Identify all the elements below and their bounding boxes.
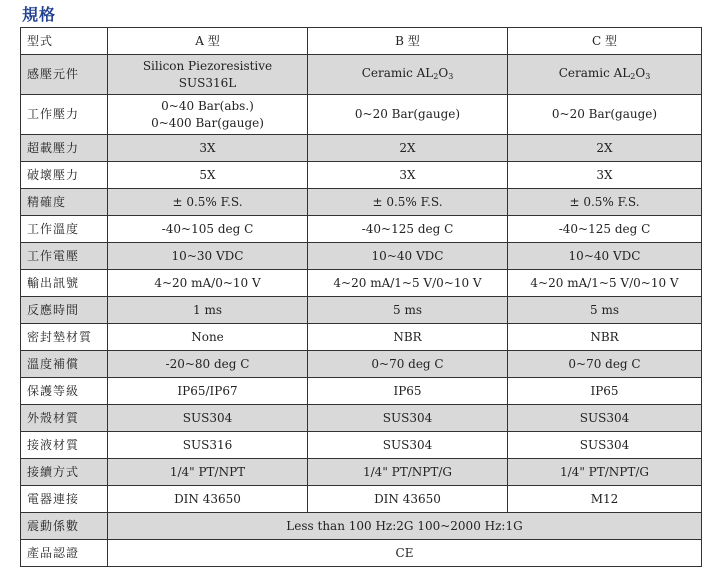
table-row — [21, 378, 702, 405]
cell-b: 3X — [308, 162, 508, 189]
table-row — [21, 486, 702, 513]
cell-c-sub1: 2 — [630, 71, 636, 81]
cell-a-line2: 0~400 Bar(gauge) — [151, 115, 264, 130]
cell-b: -40~125 deg C — [308, 216, 508, 243]
cell-c: 10~40 VDC — [508, 243, 702, 270]
cell-b-part1: Ceramic AL — [361, 65, 434, 80]
cell-c: 0~20 Bar(gauge) — [508, 95, 702, 135]
cell-b: IP65 — [308, 378, 508, 405]
cell-a-line1: Silicon Piezoresistive — [142, 58, 273, 73]
cell-c — [508, 55, 702, 95]
cell-c: SUS304 — [508, 405, 702, 432]
cell-a: 1 ms — [108, 297, 308, 324]
cell-a: IP65/IP67 — [108, 378, 308, 405]
table-row — [21, 540, 702, 567]
header-label: 型式 — [21, 28, 108, 55]
table-row — [21, 135, 702, 162]
table-row — [21, 216, 702, 243]
table-row — [21, 270, 702, 297]
cell-a-line2: SUS316L — [178, 75, 237, 90]
cell-c: 3X — [508, 162, 702, 189]
table-row — [21, 324, 702, 351]
cell-a: None — [108, 324, 308, 351]
table-header-row — [21, 28, 702, 55]
cell-b: 4~20 mA/1~5 V/0~10 V — [308, 270, 508, 297]
spec-table — [20, 27, 702, 567]
row-label: 工作溫度 — [21, 216, 108, 243]
cell-c-part2: O — [635, 65, 646, 80]
cell-b: 2X — [308, 135, 508, 162]
table-row — [21, 189, 702, 216]
cell-c: ± 0.5% F.S. — [508, 189, 702, 216]
cell-b: ± 0.5% F.S. — [308, 189, 508, 216]
row-label: 產品認證 — [21, 540, 108, 567]
cell-b: 5 ms — [308, 297, 508, 324]
row-label: 工作電壓 — [21, 243, 108, 270]
table-row — [21, 243, 702, 270]
table-row — [21, 95, 702, 135]
cell-c: NBR — [508, 324, 702, 351]
cell-b: 0~20 Bar(gauge) — [308, 95, 508, 135]
table-row — [21, 432, 702, 459]
cell-a: DIN 43650 — [108, 486, 308, 513]
table-row — [21, 405, 702, 432]
row-label: 破壞壓力 — [21, 162, 108, 189]
cell-c: IP65 — [508, 378, 702, 405]
row-label: 外殼材質 — [21, 405, 108, 432]
header-col-c: C 型 — [508, 28, 702, 55]
header-col-a: A 型 — [108, 28, 308, 55]
cell-b-part2: O — [438, 65, 449, 80]
cell-b — [308, 55, 508, 95]
row-label: 精確度 — [21, 189, 108, 216]
cell-a: SUS304 — [108, 405, 308, 432]
row-label: 感壓元件 — [21, 55, 108, 95]
table-row — [21, 513, 702, 540]
cell-c: M12 — [508, 486, 702, 513]
row-label: 反應時間 — [21, 297, 108, 324]
cell-b: 1/4" PT/NPT/G — [308, 459, 508, 486]
cell-c: 5 ms — [508, 297, 702, 324]
row-label: 輸出訊號 — [21, 270, 108, 297]
cell-b: DIN 43650 — [308, 486, 508, 513]
row-label: 溫度補償 — [21, 351, 108, 378]
cell-b: 0~70 deg C — [308, 351, 508, 378]
cell-a: 5X — [108, 162, 308, 189]
table-row — [21, 162, 702, 189]
cell-a: 4~20 mA/0~10 V — [108, 270, 308, 297]
cell-a: -40~105 deg C — [108, 216, 308, 243]
header-col-b: B 型 — [308, 28, 508, 55]
table-row — [21, 459, 702, 486]
cell-c: 2X — [508, 135, 702, 162]
row-label: 接續方式 — [21, 459, 108, 486]
cell-a: 10~30 VDC — [108, 243, 308, 270]
cell-c-part1: Ceramic AL — [558, 65, 631, 80]
cell-a: 3X — [108, 135, 308, 162]
cell-a — [108, 95, 308, 135]
cell-a: ± 0.5% F.S. — [108, 189, 308, 216]
row-label: 震動係數 — [21, 513, 108, 540]
cell-b: NBR — [308, 324, 508, 351]
row-label: 接液材質 — [21, 432, 108, 459]
cell-c: -40~125 deg C — [508, 216, 702, 243]
cell-c: SUS304 — [508, 432, 702, 459]
table-row — [21, 297, 702, 324]
cell-b-sub2: 3 — [448, 71, 454, 81]
cell-a: SUS316 — [108, 432, 308, 459]
row-label: 超載壓力 — [21, 135, 108, 162]
cell-c: 0~70 deg C — [508, 351, 702, 378]
cell-b-sub1: 2 — [433, 71, 439, 81]
cell-merged: CE — [108, 540, 702, 567]
cell-c: 1/4" PT/NPT/G — [508, 459, 702, 486]
row-label: 電器連接 — [21, 486, 108, 513]
cell-b: 10~40 VDC — [308, 243, 508, 270]
cell-a-line1: 0~40 Bar(abs.) — [161, 98, 254, 113]
cell-b: SUS304 — [308, 432, 508, 459]
table-row — [21, 351, 702, 378]
table-row — [21, 55, 702, 95]
cell-b: SUS304 — [308, 405, 508, 432]
row-label: 工作壓力 — [21, 95, 108, 135]
cell-a: -20~80 deg C — [108, 351, 308, 378]
cell-c: 4~20 mA/1~5 V/0~10 V — [508, 270, 702, 297]
cell-a: 1/4" PT/NPT — [108, 459, 308, 486]
cell-a — [108, 55, 308, 95]
row-label: 保護等級 — [21, 378, 108, 405]
row-label: 密封墊材質 — [21, 324, 108, 351]
cell-c-sub2: 3 — [645, 71, 651, 81]
cell-merged: Less than 100 Hz:2G 100~2000 Hz:1G — [108, 513, 702, 540]
page-title: 規格 — [22, 5, 57, 24]
